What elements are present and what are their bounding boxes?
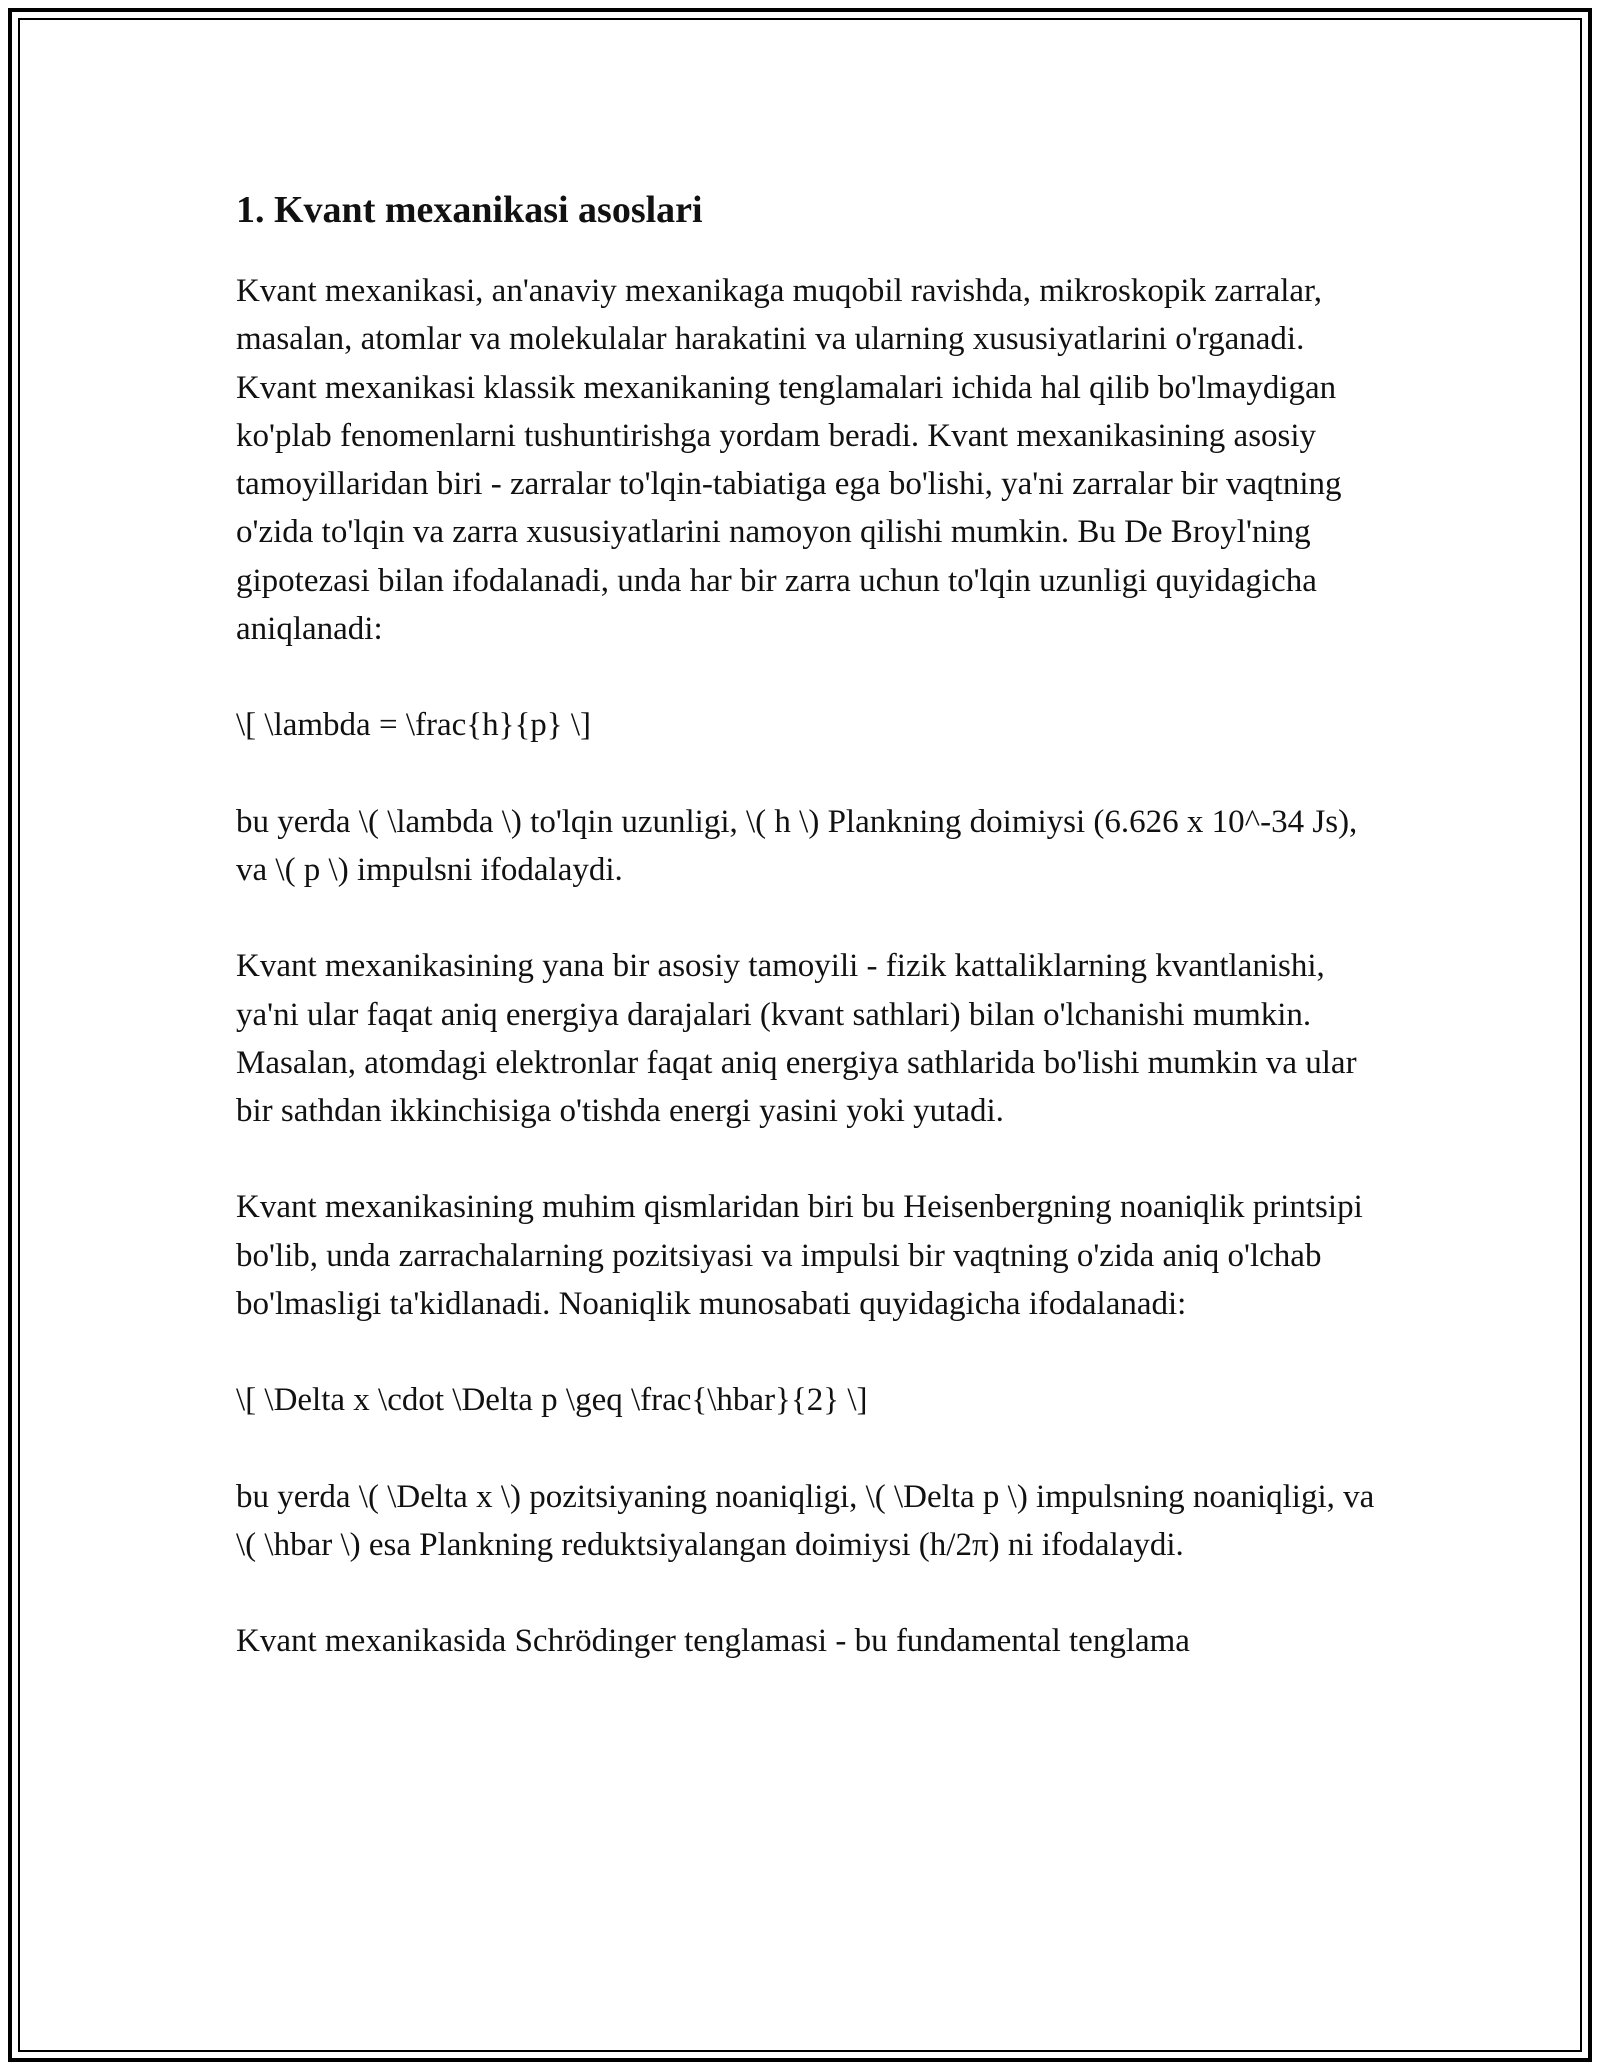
section-heading: 1. Kvant mexanikasi asoslari xyxy=(236,189,703,231)
paragraph-schrodinger: Kvant mexanikasida Schrödinger tenglamasi - bu fundamental tenglama xyxy=(236,1623,1190,1660)
formula-de-broglie: \[ \lambda = \frac{h}{p} \] xyxy=(236,707,592,744)
formula-uncertainty: \[ \Delta x \cdot \Delta p \geq \frac{\hbar}{2} \] xyxy=(236,1382,868,1419)
paragraph-de-broglie-explanation: bu yerda \( \lambda \) to'lqin uzunligi, \( h \) Plankning doimiysi (6.626 x 10^-34 Js), va \( p \) impulsni ifodalaydi. xyxy=(236,803,1358,888)
paragraph-quantization: Kvant mexanikasining yana bir asosiy tamoyili - fizik kattaliklarning kvantlanishi, ya'ni ular faqat aniq energiya darajalari (kvant sathlari) bilan o'lchanishi mumkin. Masalan, atomdagi elektronlar faqat aniq energiya sathlarida bo'lishi mumkin va ular bir sathdan ikkinchisiga o'tishda energi yasini yoki yutadi. xyxy=(236,948,1357,1130)
paragraph-uncertainty: Kvant mexanikasining muhim qismlaridan biri bu Heisenbergning noaniqlik printsipi bo'lib, unda zarrachalarning pozitsiyasi va impulsi bir vaqtning o'zida aniq o'lchab bo'lmasligi ta'kidlanadi. Noaniqlik munosabati quyidagicha ifodalanadi: xyxy=(236,1189,1363,1323)
paragraph-uncertainty-explanation: bu yerda \( \Delta x \) pozitsiyaning noaniqligi, \( \Delta p \) impulsning noaniqligi, va \( \hbar \) esa Plankning reduktsiyalangan doimiysi (h/2π) ni ifodalaydi. xyxy=(236,1478,1375,1563)
paragraph-intro: Kvant mexanikasi, an'anaviy mexanikaga muqobil ravishda, mikroskopik zarralar, masalan, atomlar va molekulalar harakatini va ularning xususiyatlarini o'rganadi. Kvant mexanikasi klassik mexanikaning tenglamalari ichida hal qilib bo'lmaydigan ko'plab fenomenlarni tushuntirishga yordam beradi. Kvant mexanikasining asosiy tamoyillaridan biri - zarralar to'lqin-tabiatiga ega bo'lishi, ya'ni zarralar bir vaqtning o'zida to'lqin va zarra xususiyatlarini namoyon qilishi mumkin. Bu De Broyl'ning gipotezasi bilan ifodalanadi, unda har bir zarra uchun to'lqin uzunligi quyidagicha aniqlanadi: xyxy=(236,273,1342,648)
document-body xyxy=(236,186,1376,1714)
